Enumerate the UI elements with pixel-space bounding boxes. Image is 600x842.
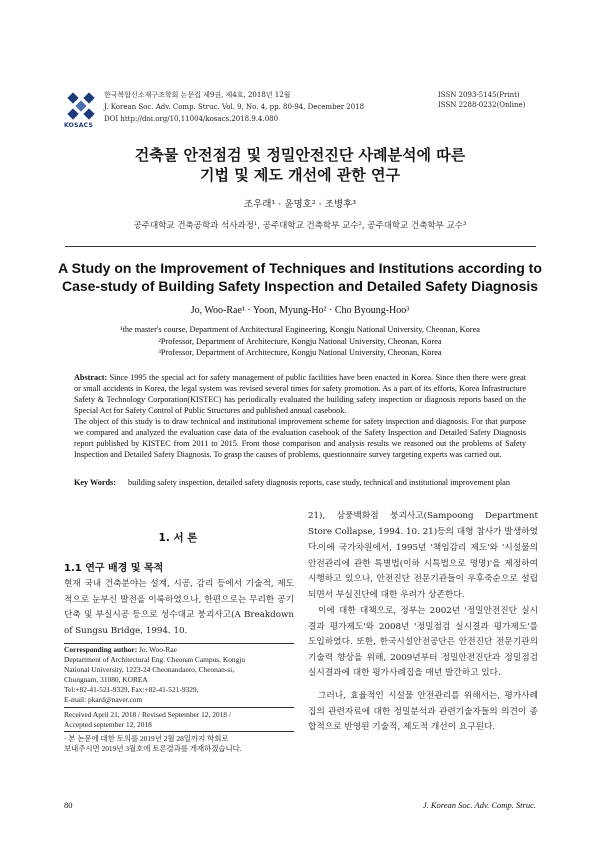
affiliations-en bbox=[70, 324, 530, 359]
corr-addr1: Deptartment of Architectural Eng. Cheonan Campus, Kongju bbox=[64, 655, 246, 664]
section-title: 1. 서 론 bbox=[158, 532, 198, 544]
accepted: Accepted september 12, 2018 bbox=[64, 720, 152, 729]
corr-email: E-mail: pkard@naver.com bbox=[64, 695, 143, 704]
abstract-p2: The object of this study is to draw technical and institutional improvement scheme for safety inspection and diagnosis. For that purpose we compared and analyzed the evaluation case data of the evaluation casebook of the Safety Inspection and Detailed Safety Diagnosis report published by KISTEC from 2011 to 2015. From those comparison and analysis results we reasoned out the problems of Safety Inspection and Detailed Safety Diagnosis. To grasp the causes of problems, questionnaire survey targeting experts was carried out. bbox=[74, 417, 526, 459]
keywords-label: Key Words: bbox=[74, 478, 116, 487]
corr-addr2: National University, 1223-24 Cheonandaero, Cheonan-si, bbox=[64, 665, 235, 674]
abstract-p1: Since 1995 the special act for safety management of public facilities have been enacted in Korea. Since then there were great or small accidents in Korea, the legal system was revised several times for safety promotion. As a part of its efforts, Korea Infrastructure Safety & Technology Corporation(KISTEC) has periodically evaluated the building safety inspection or diagnosis reports based on the Special Act for Safety Control of Public Structures and published annual casebook. bbox=[74, 373, 526, 415]
footnote-rule bbox=[64, 643, 294, 644]
title-ko-line2: 기법 및 제도 개선에 관한 연구 bbox=[200, 166, 400, 184]
keywords-text: building safety inspection, detailed safety diagnosis reports, case study, technical and institutional improvement plan bbox=[128, 478, 510, 487]
journal-ko: 한국복합신소재구조학회 논문집 제9권, 제4호, 2018년 12월 bbox=[104, 91, 291, 99]
subsection-title: 1.1 연구 배경 및 목적 bbox=[64, 563, 164, 574]
authors-en: Jo, Woo-Rae¹ · Yoon, Myung-Ho² · Cho Byoung-Hoo³ bbox=[190, 305, 410, 316]
abstract bbox=[74, 372, 526, 460]
affil-en-2: ²Professor, Department of Architecture, Kongju National University, Cheonan, Korea bbox=[158, 336, 442, 346]
intro-right-p1: 21), 삼풍백화점 붕괴사고(Sampoong Department Store Collapse, 1994. 10. 21)등의 대형 참사가 발생하였다. bbox=[308, 511, 538, 552]
received-dates bbox=[64, 710, 294, 730]
affil-en-3: ³Professor, Department of Architecture, Kongju National University, Cheonan, Korea bbox=[158, 348, 442, 357]
received: Received April 21, 2018 / Revised September 12, 2018 / bbox=[64, 710, 231, 719]
corr-addr3: Chungnam, 31080, KOREA bbox=[64, 675, 148, 684]
abstract-label: Abstract: bbox=[74, 373, 108, 382]
footnote-rule-2 bbox=[64, 707, 294, 708]
intro-right-p2: 이에 국가차원에서, 1995년 '책임감리 제도'와 '시설물의 안전관리에 관한 특별법(이하 시특법으로 명명)'을 제정하여 시행하고 있으나, 안전진단 전문기관들이 우후죽순으로 설립되면서 부실진단에 대한 우려가 상존한다. bbox=[308, 543, 538, 600]
divider bbox=[65, 246, 536, 247]
intro-right-p4: 그러나, 효율적인 시설물 안전관리를 위해서는, 평가사례집의 관련자료에 대한 정밀분석과 관련기술자들의 의견이 종합적으로 반영된 기술적, 제도적 개선이 요구된다. bbox=[308, 691, 538, 732]
issn-print: ISSN 2093-5145(Print) bbox=[438, 91, 520, 99]
title-ko-line1: 건축물 안전점검 및 정밀안전진단 사례분석에 따른 bbox=[134, 146, 466, 164]
title-en-line2: Case-study of Building Safety Inspection and Detailed Safety Diagnosis bbox=[61, 278, 539, 294]
intro-left-text: 현재 국내 건축분야는 설계, 시공, 감리 등에서 기술적, 제도적으로 눈부신 발전을 이룩하였으나, 한편으로는 무리한 공기단축 및 부실시공 등으로 성수대교 붕괴사고(A Breakdown of Sungsu Bridge, 1994. 10. bbox=[64, 579, 294, 636]
note-line2: 보내주시면 2019년 3월호에 토론결과를 게재하겠습니다. bbox=[64, 744, 242, 753]
affil-en-1: ¹the master's course, Department of Architectural Engineering, Kongju National University, Cheonan, Korea bbox=[120, 325, 480, 334]
affiliations-ko: 공주대학교 건축공학과 석사과정¹, 공주대학교 건축학부 교수², 공주대학교 건축학부 교수³ bbox=[133, 221, 467, 231]
kosacs-logo-icon bbox=[64, 89, 98, 123]
corr-label: Corresponding author: bbox=[64, 645, 138, 654]
footnote-rule-3 bbox=[64, 731, 294, 732]
corr-tel: Tel:+82-41-521-9329, Fax:+82-41-521-9329, bbox=[64, 685, 199, 694]
issn-online: ISSN 2288-0232(Online) bbox=[438, 101, 526, 109]
intro-right-p3: 이에 대한 대책으로, 정부는 2002년 '정밀안전진단 실시결과 평가제도'와 2008년 '정밀점검 실시결과 평가제도'를 도입하였다. 또한, 한국시설안전공단은 안전진단 전문기관의 기술력 향상을 위해, 2009년부터 정밀안전진단과 정밀점검 실시결과에 대한 평가사례집을 매년 발간하고 있다. bbox=[308, 606, 538, 678]
keywords bbox=[74, 477, 526, 488]
footer-journal: J. Korean Soc. Adv. Comp. Struc. bbox=[422, 800, 536, 810]
doi: DOI http://doi.org/10.11004/kosacs.2018.9.4.080 bbox=[104, 115, 279, 123]
logo-text: KOSACS bbox=[64, 122, 94, 129]
discussion-note bbox=[64, 734, 294, 754]
journal-en: J. Korean Soc. Adv. Comp. Struc. Vol. 9, No. 4, pp. 80-94, December 2018 bbox=[104, 103, 365, 111]
note-line1: · 본 논문에 대한 토의를 2019년 2월 28일까지 학회로 bbox=[64, 734, 229, 743]
corr-name: Jo, Woo-Rae bbox=[137, 645, 177, 654]
title-en-line1: A Study on the Improvement of Techniques and Institutions according to bbox=[58, 260, 542, 276]
authors-ko: 조우래¹ · 윤명호² · 조병후³ bbox=[243, 199, 357, 210]
corresponding-author bbox=[64, 645, 294, 705]
page-number: 80 bbox=[64, 800, 73, 810]
